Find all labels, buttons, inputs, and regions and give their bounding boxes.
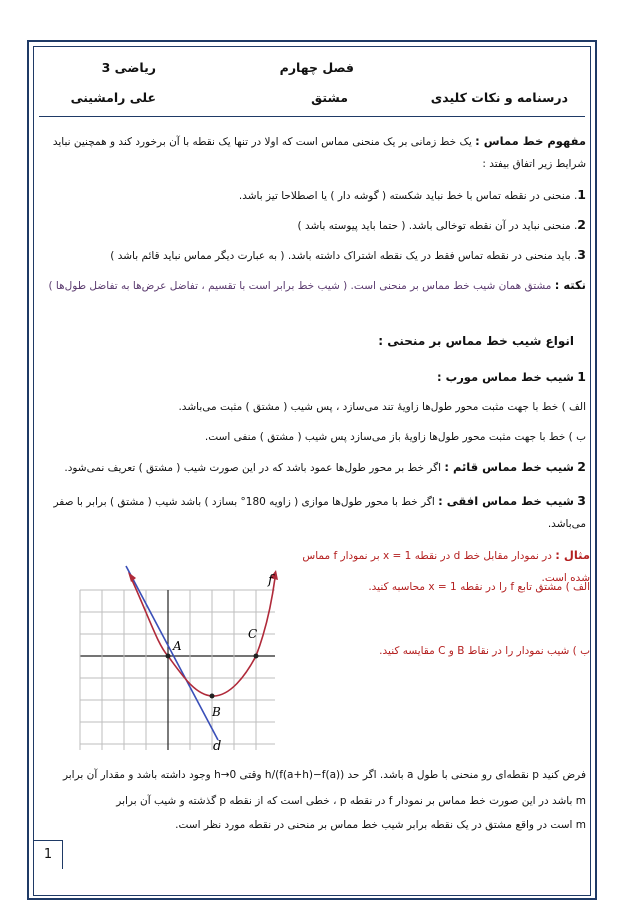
oblique-case-a: الف ) خط با جهت مثبت محور طول‌ها زاویهٔ تند می‌سازد ، پس شیب ( مشتق ) مثبت می‌باشد. (178, 401, 586, 413)
example-part-a: الف ) مشتق تابع f را در نقطه x = 1 محاسبه کنید. (368, 581, 590, 593)
condition-3 (46, 244, 586, 267)
condition-number: 2 (577, 217, 586, 232)
condition-1 (46, 184, 586, 207)
note-block (46, 274, 586, 297)
point-c (254, 654, 259, 659)
condition-number: 1 (577, 187, 586, 202)
section-number: 2 (577, 459, 586, 474)
section-number: 1 (577, 369, 586, 384)
tangent-line-d (126, 566, 218, 740)
label-b: B (212, 705, 221, 719)
oblique-title: شیب خط مماس مورب : (437, 370, 574, 384)
topic-title: مشتق (311, 90, 348, 105)
document-subtitle: درسنامه و نکات کلیدی (430, 90, 568, 105)
header-divider (39, 116, 585, 117)
arrow-up-icon (128, 572, 136, 582)
label-f: f (268, 573, 273, 588)
note-label: نکته : (554, 278, 586, 292)
point-a (166, 654, 171, 659)
tangent-definition (46, 130, 586, 175)
course-title: ریاضی 3 (101, 60, 156, 75)
author-name: علی رامشینی (70, 90, 156, 105)
example-intro-text: در نمودار مقابل خط d در نقطه x = 1 بر نمودار f مماس شده است. (302, 550, 590, 584)
oblique-case-b: ب ) خط با جهت مثبت محور طول‌ها زاویهٔ باز می‌سازد پس شیب ( مشتق ) منفی است. (204, 431, 586, 443)
closing-line-3: m است در واقع مشتق در یک نقطه برابر شیب خط مماس بر منحنی در نقطه مورد نظر است. (175, 819, 586, 831)
tangent-definition-text: یک خط زمانی بر یک منحنی مماس است که اولا در تنها یک نقطه با آن برخورد کند و همچنین نباید شرایط زیر اتفاق بیفتد : (52, 136, 586, 170)
condition-text: . منحنی در نقطه تماس با خط نباید شکسته ( گوشه دار ) یا اصطلاحا تیز باشد. (238, 190, 578, 202)
tangent-graph (70, 550, 290, 760)
section-number: 3 (577, 493, 586, 508)
horizontal-title: شیب خط مماس افقی : (438, 494, 574, 508)
vertical-text: اگر خط بر محور طول‌ها عمود باشد که در این صورت شیب ( مشتق ) تعریف نمی‌شود. (64, 462, 441, 474)
tangent-definition-title: مفهوم خط مماس : (475, 134, 586, 148)
closing-line-1: فرض کنید p نقطه‌ای رو منحنی با طول a باشد. اگر حد (f(a+h)−f(a))/h وقتی h→0 وجود داشته باشد و مقدار آن برابر (62, 769, 586, 781)
example-part-b: ب ) شیب نمودار را در نقاط B و C مقایسه کنید. (379, 645, 590, 657)
label-c: C (248, 627, 258, 641)
vertical-tangent (46, 456, 586, 479)
condition-text: . باید منحنی در نقطه تماس فقط در یک نقطه اشتراک داشته باشد. ( به عبارت دیگر مماس نباید قائم باشد ) (110, 250, 578, 262)
closing-line-2: m باشد در این صورت خط مماس بر نمودار f در نقطه p ، خطی است که از نقطه p گذشته و شیب آن برابر (116, 795, 586, 807)
page-number: 1 (34, 840, 63, 869)
horizontal-text: اگر خط با محور طول‌ها موازی ( زاویه 180° بسازد ) باشد شیب ( مشتق ) برابر با صفر می‌باشد. (53, 496, 586, 530)
note-text: مشتق همان شیب خط مماس بر منحنی است. ( شیب خط برابر است با تقسیم ، تفاضل عرض‌ها به تفاضل طول‌ها ) (48, 280, 552, 292)
example-label: مثال : (555, 548, 590, 562)
vertical-title: شیب خط مماس قائم : (444, 460, 574, 474)
label-d: d (213, 739, 222, 754)
condition-number: 3 (577, 247, 586, 262)
oblique-heading (46, 366, 586, 389)
condition-2 (46, 214, 586, 237)
condition-text: . منحنی نباید در آن نقطه توخالی باشد. ( حتما باید پیوسته باشد ) (297, 220, 578, 232)
point-b (210, 694, 215, 699)
slope-types-heading: انواع شیب خط مماس بر منحنی : (378, 334, 574, 348)
label-a: A (173, 639, 182, 653)
chapter-title: فصل چهارم (279, 60, 354, 75)
horizontal-tangent (46, 490, 586, 535)
